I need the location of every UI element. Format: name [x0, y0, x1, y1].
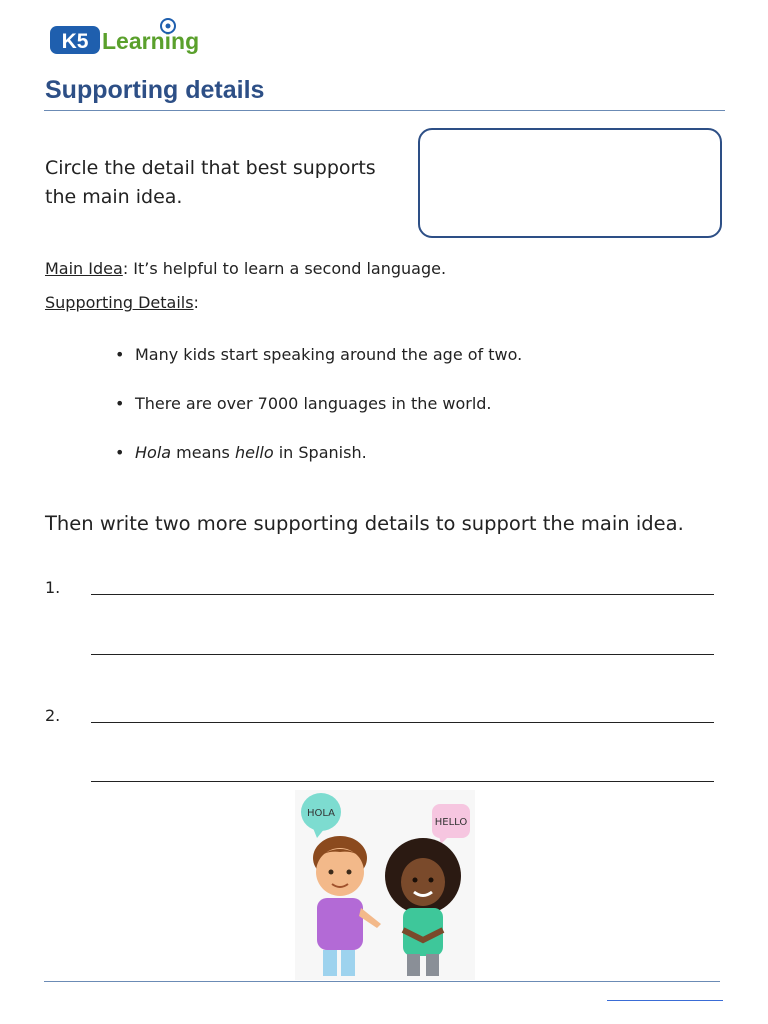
logo-word-text: Learning — [102, 28, 200, 54]
bullet-icon: • — [115, 394, 125, 413]
instruction-text: Circle the detail that best supports the main idea. — [45, 157, 376, 208]
answer-number: 2. — [45, 706, 61, 725]
k5-learning-logo — [48, 14, 218, 58]
speech-bubble-left-text: HOLA — [306, 808, 336, 819]
footer-divider — [44, 981, 720, 982]
detail-list — [115, 343, 522, 490]
answer-line[interactable] — [91, 594, 714, 595]
supporting-details-line — [45, 293, 199, 312]
detail-text: means — [171, 443, 235, 462]
footer-link-underline[interactable] — [607, 1000, 723, 1001]
answer-line[interactable] — [91, 781, 714, 782]
bullet-icon: • — [115, 345, 125, 364]
detail-emphasis: hello — [234, 443, 274, 462]
supporting-details-colon: : — [193, 293, 199, 312]
answer-box — [418, 128, 722, 238]
kids-illustration — [295, 790, 475, 980]
detail-item[interactable] — [115, 392, 522, 441]
bullet-icon: • — [115, 443, 125, 462]
write-instruction: Then write two more supporting details to support the main idea. — [45, 512, 684, 535]
answer-line[interactable] — [91, 654, 714, 655]
logo-eye-pupil-icon — [166, 24, 171, 29]
detail-text: in Spanish. — [273, 443, 367, 462]
main-idea-label: Main Idea — [45, 259, 123, 278]
logo-k5-text: K5 — [61, 30, 89, 53]
supporting-details-label: Supporting Details — [45, 293, 194, 312]
speech-bubble-right-text: HELLO — [434, 817, 468, 828]
detail-text: Many kids start speaking around the age of two. — [135, 345, 523, 364]
detail-text: There are over 7000 languages in the world. — [135, 394, 492, 413]
detail-item[interactable] — [115, 343, 522, 392]
page-title: Supporting details — [45, 76, 265, 104]
header-divider — [44, 110, 725, 111]
detail-item[interactable] — [115, 441, 522, 490]
main-idea-text: : It’s helpful to learn a second language. — [122, 259, 447, 278]
main-idea-line — [45, 259, 446, 278]
detail-emphasis: Hola — [135, 443, 172, 462]
answer-number: 1. — [45, 578, 61, 597]
answer-line[interactable] — [91, 722, 714, 723]
